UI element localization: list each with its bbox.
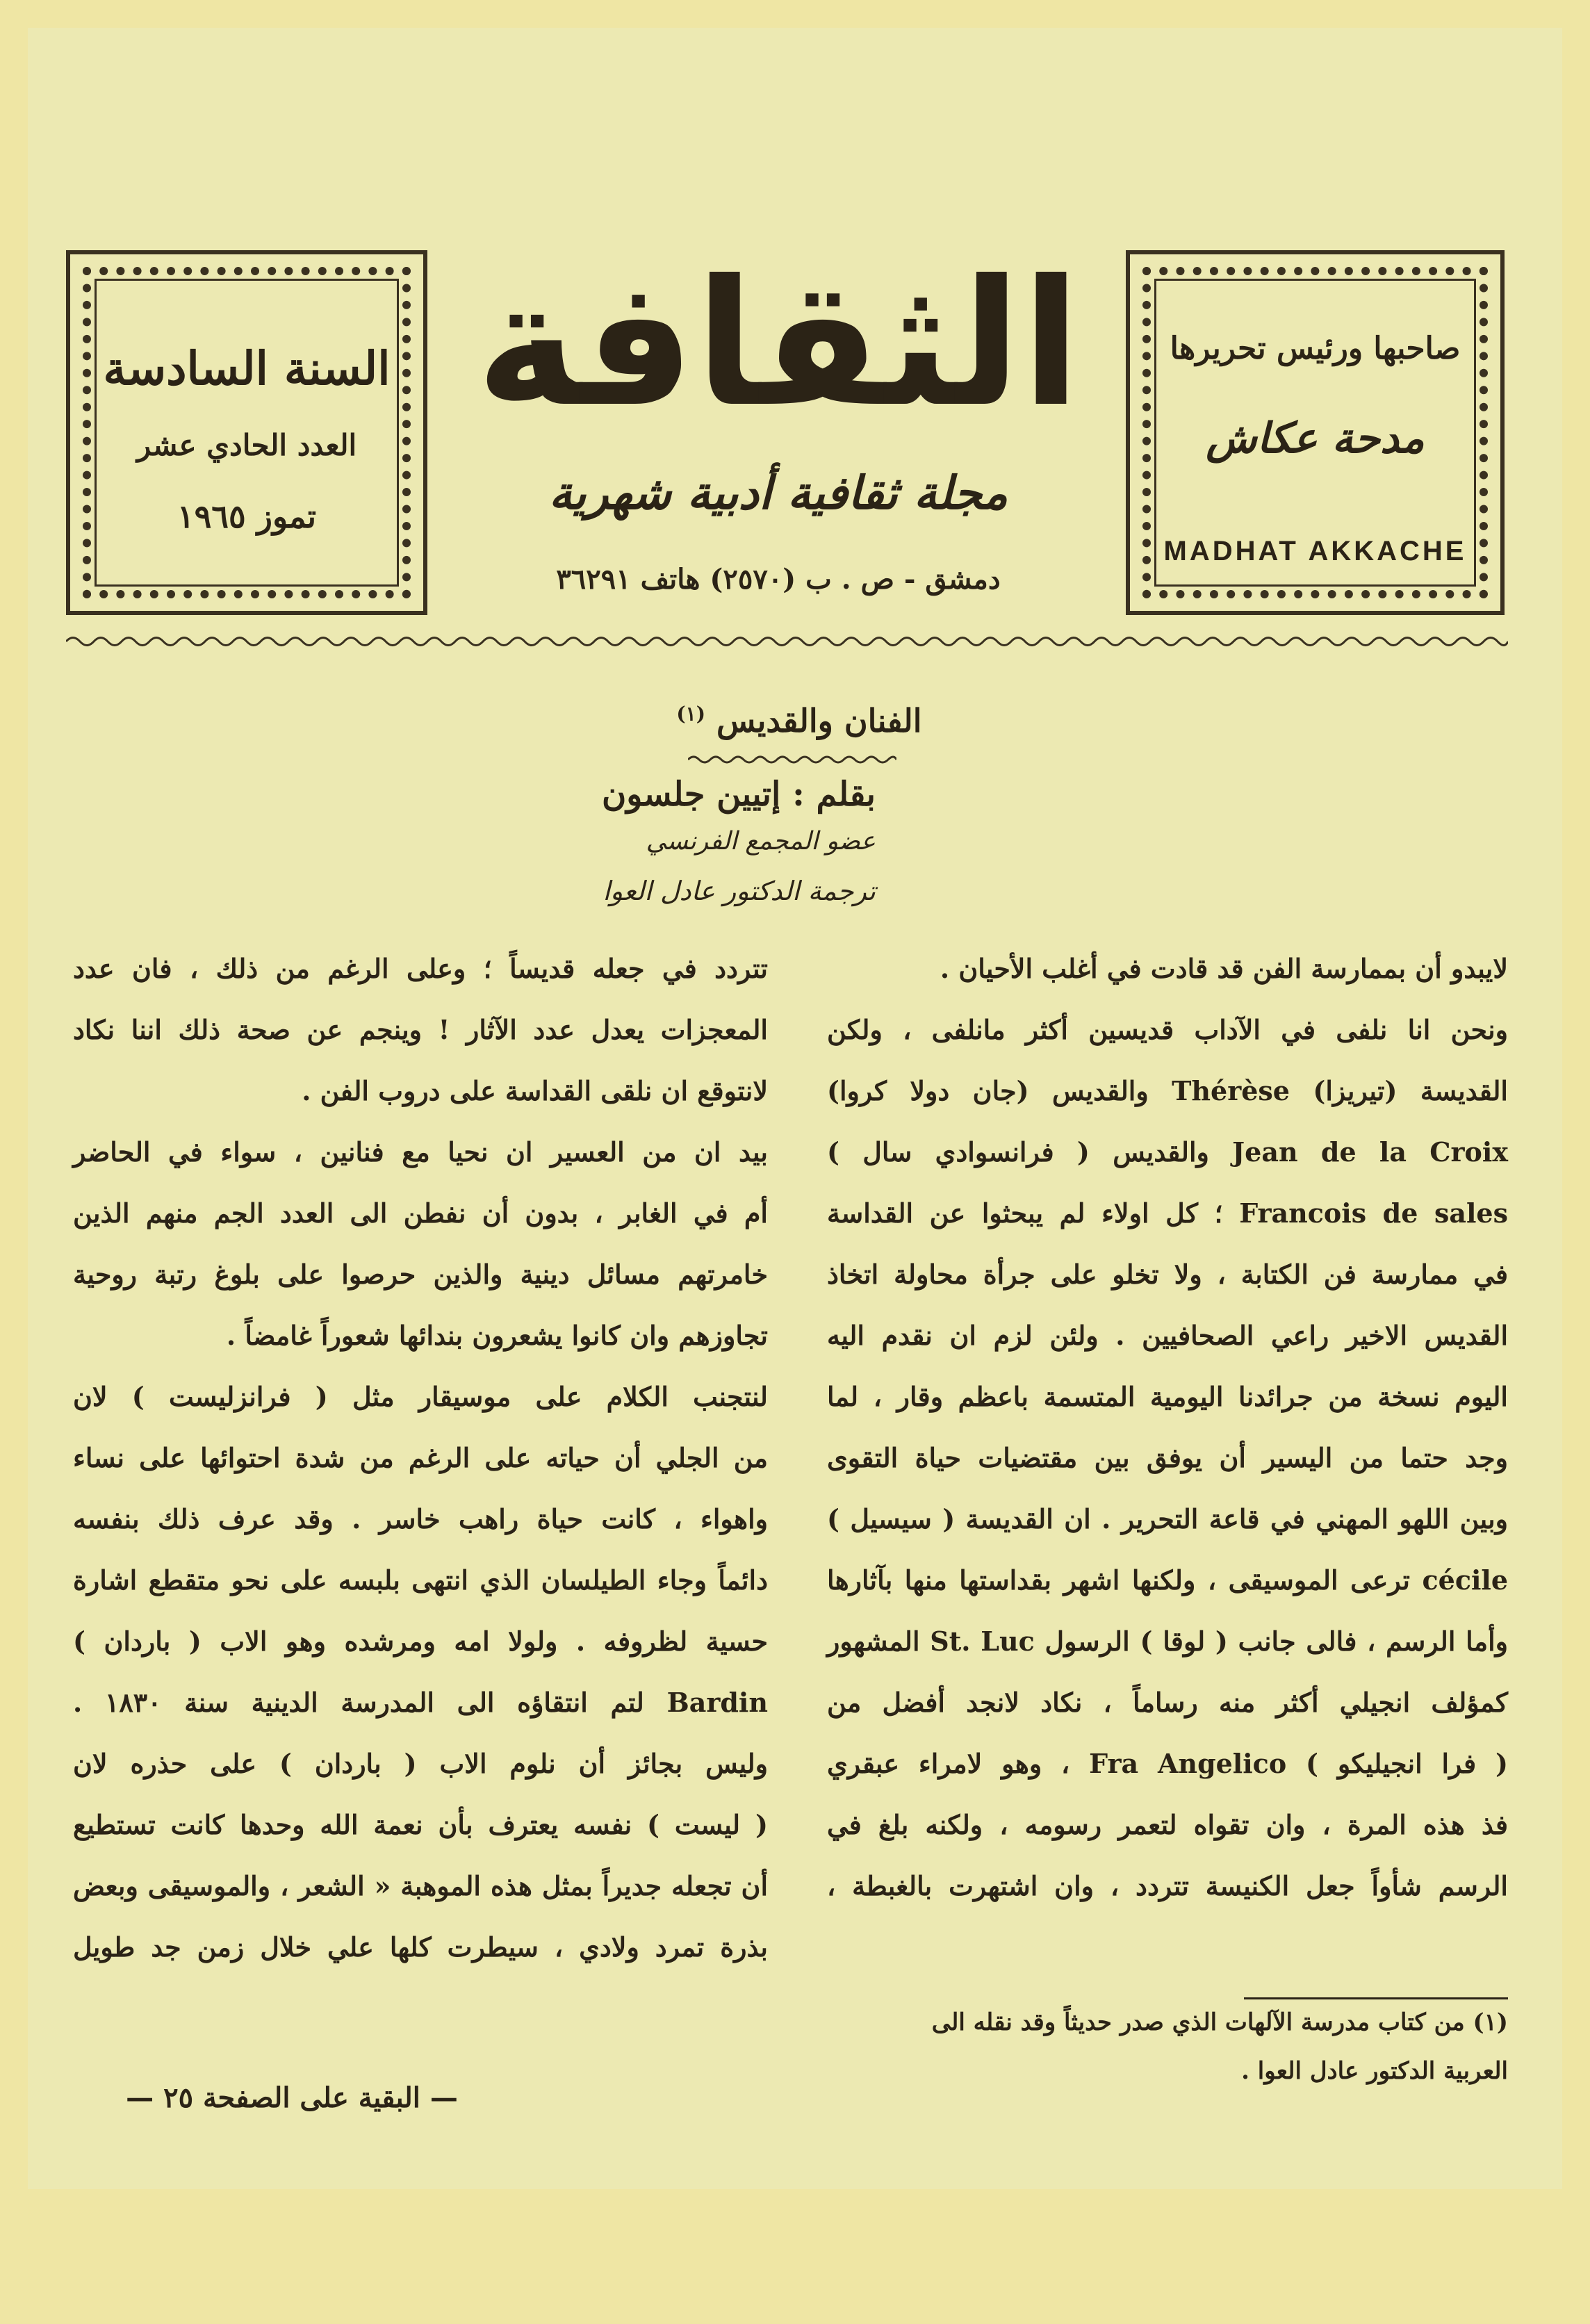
continued-note: — البقية على الصفحة ٢٥ — (126, 2081, 458, 2114)
text-line: القديس الاخير راعي الصحافيين . ولئن لزم ان نقدم اليه (827, 1320, 1508, 1351)
article-title (625, 702, 973, 739)
text-line: وليس بجائز أن نلوم الاب ( باردان ) على حذره لان (73, 1748, 768, 1779)
issue-info-frame (83, 267, 411, 598)
text-line: كمؤلف انجيلي أكثر منه رساماً ، نكاد لانجد أفضل من (827, 1687, 1508, 1718)
text-line: حسية لظروفه . ولولا امه ومرشده وهو الاب ( باردان ) (73, 1626, 768, 1657)
text-line: وبين اللهو المهني في قاعة التحرير . ان القديسة ( سيسيل ) (827, 1503, 1508, 1535)
footnote-rule (1244, 1997, 1508, 1999)
translator-credit: ترجمة الدكتور عادل العوا (603, 876, 876, 906)
text-line: لانتوقع ان نلقى القداسة على دروب الفن . (302, 1075, 768, 1106)
year-title: السنة السادسة (103, 341, 391, 395)
magazine-address: دمشق - ص . ب (٢٥٧٠) هاتف ٣٦٢٩١ (556, 563, 1001, 596)
header-divider (66, 632, 1508, 650)
text-line: ( ليست ) نفسه يعترف بأن نعمة الله وحدها كانت تستطيع (73, 1809, 768, 1840)
author-role: عضو المجمع الفرنسي (646, 827, 876, 856)
masthead (445, 243, 1112, 619)
text-line: في ممارسة فن الكتابة ، ولا تخلو على جرأة محاولة اتخاذ (827, 1259, 1508, 1290)
text-line: فذ هذه المرة ، وان تقواه لتعمر رسومه ، ولكنه بلغ في (827, 1809, 1508, 1840)
text-line: دائماً وجاء الطيلسان الذي انتهى بلبسه على نحو متقطع اشارة (73, 1564, 768, 1596)
issue-info-box (66, 250, 427, 615)
footnote-line: (١) من كتاب مدرسة الآلهات الذي صدر حديثاً وقد نقله الى (931, 2008, 1508, 2036)
text-line: Bardin لتم انتقاؤه الى المدرسة الدينية سنة ١٨٣٠ . (73, 1687, 768, 1718)
text-line: المعجزات يعدل عدد الآثار ! وينجم عن صحة ذلك اننا نكاد (73, 1014, 768, 1045)
owner-label: صاحبها ورئيس تحريرها (1170, 331, 1461, 366)
text-line: تتردد في جعله قديساً ؛ وعلى الرغم من ذلك ، فان عدد (73, 953, 768, 984)
text-line: الرسم شأواً جعل الكنيسة تتردد ، وان اشتهرت بالغبطة ، (827, 1870, 1508, 1901)
text-line: لنتجنب الكلام على موسيقار مثل ( فرانزليست ) لان (73, 1381, 768, 1412)
issue-number: العدد الحادي عشر (136, 428, 357, 462)
text-line: ( فرا انجيليكو ) Fra Angelico ، وهو لامراء عبقري (827, 1748, 1508, 1779)
owner-name-latin: MADHAT AKKACHE (1163, 536, 1467, 566)
left-column (73, 938, 768, 1978)
text-line: خامرتهم مسائل دينية والذين حرصوا على بلوغ رتبة روحية (73, 1259, 768, 1290)
text-line: Jean de la Croix والقديس ( فرانسوادي سال ) (827, 1136, 1508, 1168)
article-title-text: الفنان والقديس (716, 702, 922, 739)
magazine-title: الثقافة (475, 243, 1081, 445)
text-line: من الجلي أن حياته على الرغم من شدة احتوائها على نساء (73, 1442, 768, 1473)
right-column (827, 938, 1508, 1917)
text-line: ونحن انا نلفى في الآداب قديسين أكثر مانلفى ، ولكن (827, 1014, 1508, 1045)
text-line: أم في الغابر ، بدون أن نفطن الى العدد الجم منهم الذين (73, 1197, 768, 1229)
footnote-mark: (١) (676, 702, 705, 726)
owner-frame (1142, 267, 1488, 598)
text-line: اليوم نسخة من جرائدنا اليومية المتسمة باعظم وقار ، لما (827, 1381, 1508, 1412)
footnote-line: العربية الدكتور عادل العوا . (1241, 2057, 1508, 2085)
text-line: لايبدو أن بممارسة الفن قد قادت في أغلب الأحيان . (940, 953, 1508, 984)
title-underline (688, 753, 896, 767)
text-line: واهواء ، كانت حياة راهب خاسر . وقد عرف ذلك بنفسه (73, 1503, 768, 1535)
text-line: cécile ترعى الموسيقى ، ولكنها اشهر بقداستها منها بآثارها (827, 1564, 1508, 1596)
issue-date: تموز ١٩٦٥ (177, 498, 317, 535)
article-author: بقلم : إتيين جلسون (602, 775, 876, 814)
text-line: بيد ان من العسير ان نحيا مع فنانين ، سواء في الحاضر (73, 1136, 768, 1168)
owner-name-arabic: مدحة عكاش (1206, 414, 1425, 463)
text-line: وجد حتما من اليسير أن يوفق بين مقتضيات حياة التقوى (827, 1442, 1508, 1473)
text-line: بذرة تمرد ولادي ، سيطرت كلها علي خلال زمن جد طويل (73, 1931, 768, 1963)
owner-box (1126, 250, 1505, 615)
text-line: تجاوزهم وان كانوا يشعرون بندائها شعوراً غامضاً . (226, 1320, 768, 1351)
text-line: القديسة (تيريزا) Thérèse والقديس (جان دولا كروا) (827, 1075, 1508, 1106)
text-line: أن تجعله جديراً بمثل هذه الموهبة « الشعر ، والموسيقى وبعض (73, 1870, 768, 1901)
magazine-subtitle: مجلة ثقافية أدبية شهرية (548, 466, 1008, 520)
text-line: Francois de sales ؛ كل اولاء لم يبحثوا عن القداسة (827, 1197, 1508, 1229)
text-line: وأما الرسم ، فالى جانب ( لوقا ) الرسول St. Luc المشهور (827, 1626, 1508, 1657)
